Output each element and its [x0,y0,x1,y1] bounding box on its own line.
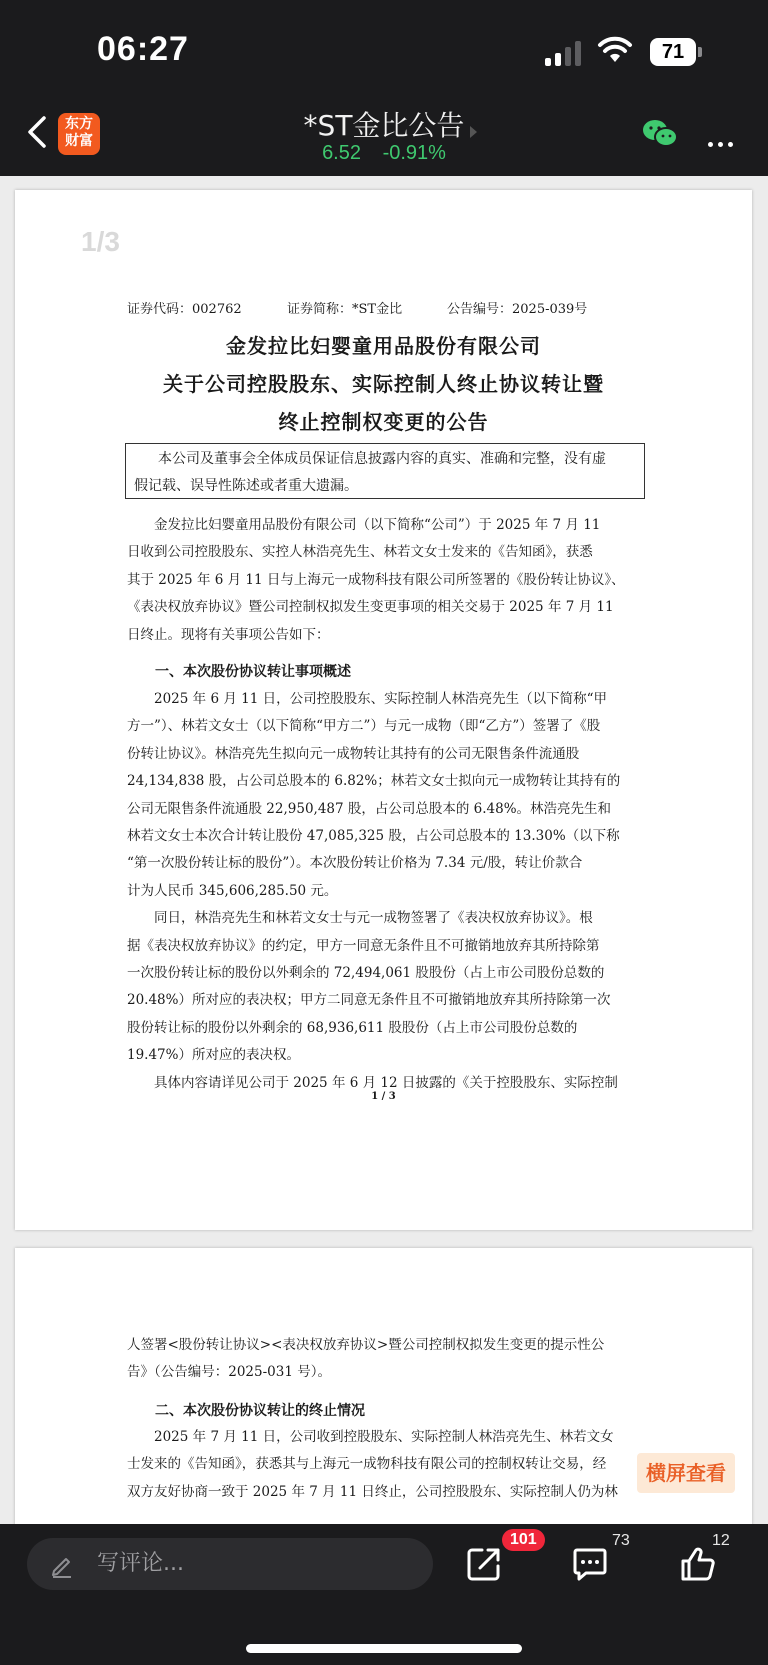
logo-line-1: 东方 [65,116,93,132]
disclaimer-line: 假记载、误导性陈述或者重大遗漏。 [134,478,358,494]
landscape-view-button[interactable]: 横屏查看 [637,1453,735,1493]
doc-title-line-2: 关于公司控股股东、实际控制人终止协议转让暨 [163,372,604,396]
text-line: 份转让协议》。林浩亮先生拟向元一成物转让其持有的公司无限售条件流通股 [127,745,580,762]
status-time: 06:27 [97,30,189,68]
comment-icon[interactable] [572,1546,608,1582]
text-line: 公司无限售条件流通股 22,950,487 股，占公司总股本的 6.48%。林浩亮先生和 [127,800,612,817]
header-bar [0,96,768,176]
page-footer-number: 1 / 3 [371,1091,396,1102]
text-line: 士发来的《告知函》，获悉其与上海元一成物科技有限公司的控制权转让交易，经 [127,1456,607,1473]
battery-cap [698,47,702,57]
text-line: 双方友好协商一致于 2025 年 7 月 11 日终止，公司控股股东、实际控制人仍为林 [127,1483,618,1500]
intro-paragraph [127,512,647,649]
text-line: 同日，林浩亮先生和林若文女士与元一成物签署了《表决权放弃协议》。根 [154,910,593,927]
wifi-icon [597,36,633,64]
doc-title-line-3: 终止控制权变更的公告 [278,410,489,434]
like-thumb-icon[interactable] [680,1546,716,1582]
text-line: 其于 2025 年 6 月 11 日与上海元一成物科技有限公司所签署的《股份转让协议》、 [127,571,625,588]
text-line: 告》（公告编号：2025-031 号）。 [127,1364,331,1381]
text-line: 《表决权放弃协议》暨公司控制权拟发生变更事项的相关交易于 2025 年 7 月 11 [127,599,614,616]
text-line: 24,134,838 股，占公司总股本的 6.82%；林若文女士拟向元一成物转让其持有的 [127,773,621,790]
document-page-1 [15,190,752,1230]
section-1-body [127,686,647,1097]
comment-count: 73 [612,1532,630,1549]
battery-icon: 71 [650,38,696,66]
text-line: 林若文女士本次合计转让股份 47,085,325 股，占公司总股本的 13.30%（以下称 [127,828,620,845]
status-bar [0,0,768,96]
text-line: 一次股份转让标的股份以外剩余的 72,494,061 股股份（占上市公司股份总数的 [127,965,605,982]
text-line: 日终止。现将有关事项公告如下： [127,626,330,643]
stock-price: 6.52 [322,142,361,164]
text-line: 方一”）、林若文女士（以下简称“甲方二”）与元一成物（即“乙方”）签署了《股 [127,718,601,735]
disclaimer-box [125,443,645,499]
text-line: 2025 年 7 月 11 日，公司收到控股股东、实际控制人林浩亮先生、林若文女 [154,1429,614,1445]
bottom-action-bar [0,1524,768,1665]
comment-input[interactable] [27,1538,433,1590]
page-indicator: 1/3 [81,226,120,257]
text-line: 计为人民币 345,606,285.50 元。 [127,882,338,899]
text-line: 据《表决权放弃协议》的约定，甲方一同意无条件且不可撤销地放弃其所持除第 [127,937,600,954]
wechat-share-icon[interactable] [642,118,678,148]
text-line: 股份转让标的股份以外剩余的 68,936,611 股股份（占上市公司股份总数的 [127,1019,578,1036]
home-indicator[interactable] [246,1644,522,1653]
text-line: 金发拉比妇婴童用品股份有限公司（以下简称“公司”）于 2025 年 7 月 11 [154,517,601,533]
section-2-body [127,1424,647,1506]
text-line: “第一次股份转让标的股份”）。本次股份转让价格为 7.34 元/股，转让价款合 [127,855,583,872]
security-short-name: 证券简称：*ST金比 [287,302,403,317]
page-2-continuation [127,1332,647,1387]
text-line: 日收到公司控股股东、实控人林浩亮先生、林若文女士发来的《告知函》，获悉 [127,544,593,561]
notice-number: 公告编号：2025-039号 [447,302,588,317]
section-2-heading: 二、本次股份协议转让的终止情况 [155,1403,365,1419]
share-count-badge: 101 [502,1529,545,1551]
text-line: 2025 年 6 月 11 日，公司控股股东、实际控制人林浩亮先生（以下简称“甲 [154,691,607,707]
security-code: 证券代码：002762 [127,302,242,317]
stock-title[interactable]: *ST金比公告 [303,109,465,142]
pencil-icon [49,1552,75,1578]
text-line: 19.47%）所对应的表决权。 [127,1047,300,1064]
comment-placeholder: 写评论... [97,1551,184,1576]
share-icon[interactable] [466,1546,502,1582]
more-options-icon[interactable] [708,132,738,151]
doc-title-line-1: 金发拉比妇婴童用品股份有限公司 [226,334,541,358]
cellular-signal-icon [545,40,585,66]
like-count: 12 [712,1532,730,1549]
disclaimer-line: 本公司及董事会全体成员保证信息披露内容的真实、准确和完整，没有虚 [158,451,606,467]
section-1-heading: 一、本次股份协议转让事项概述 [155,664,351,680]
play-arrow-icon [470,126,477,138]
logo-line-2: 财富 [65,133,93,149]
text-line: 人签署<股份转让协议><表决权放弃协议>暨公司控制权拟发生变更的提示性公 [127,1337,605,1353]
stock-change: -0.91% [382,142,446,164]
document-viewer[interactable] [0,176,768,1524]
text-line: 具体内容请详见公司于 2025 年 6 月 12 日披露的《关于控股股东、实际控制 [154,1074,618,1091]
text-line: 20.48%）所对应的表决权；甲方二同意无条件且不可撤销地放弃其所持除第一次 [127,992,611,1009]
